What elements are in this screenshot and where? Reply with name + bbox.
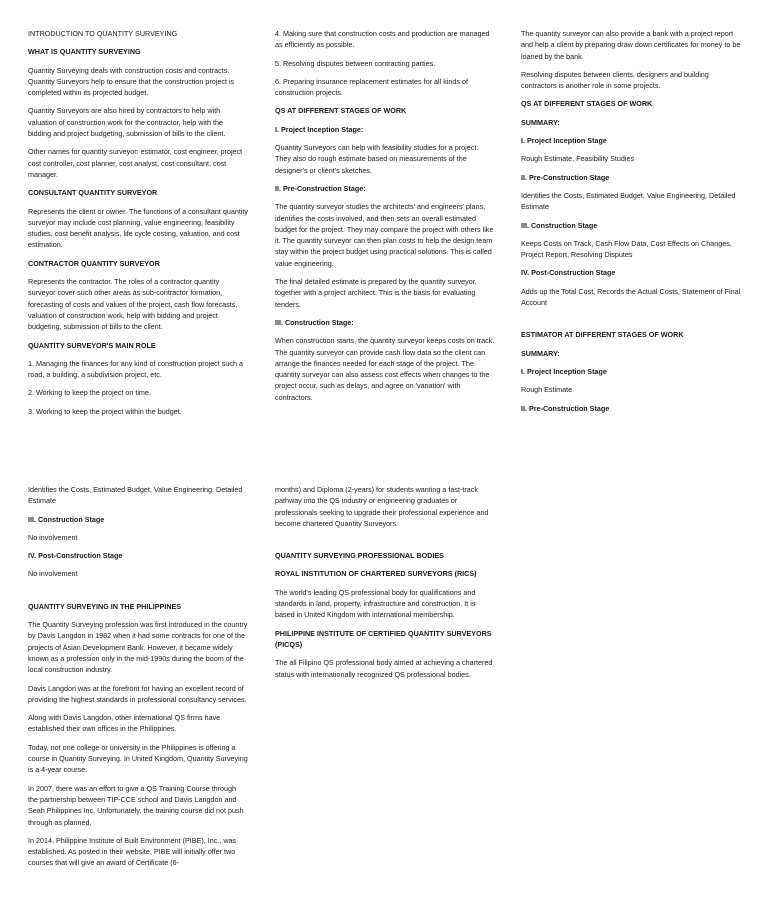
paragraph: The world's leading QS professional body for qualifications and standards in land, property, infrastructure and construction. It is based in United Kingdom with international membership. [275, 587, 476, 620]
heading-inception-stage: I. Project Inception Stage [521, 366, 607, 376]
document-title: INTRODUCTION TO QUANTITY SURVEYING [28, 29, 178, 38]
paragraph: Other names for quantity surveyor: estimator, cost engineer, project cost controller, cost planner, cost analyst, cost consultant, cost manager. [28, 147, 243, 179]
page1-column-3 [521, 28, 741, 421]
heading-estimator-stages: ESTIMATOR AT DIFFERENT STAGES OF WORK [521, 330, 684, 340]
paragraph: The final detailed estimate is prepared by the quantity surveyor, together with a project architect. This is the basis for evaluating tenders. [275, 277, 477, 309]
heading-what-is-qs: WHAT IS QUANTITY SURVEYING [28, 47, 141, 57]
heading-construction-stage: III. Construction Stage: [275, 317, 354, 327]
paragraph: Resolving disputes between clients, designers and building contractors is another role in some projects. [521, 69, 709, 91]
page1-column-1 [28, 28, 248, 424]
heading-contractor-qs: CONTRACTOR QUANTITY SURVEYOR [28, 258, 160, 268]
heading-construction-stage: III. Construction Stage [28, 514, 105, 524]
heading-picqs: PHILIPPINE INSTITUTE OF CERTIFIED QUANTITY SURVEYORS (PICQS) [275, 628, 492, 649]
heading-post-construction-stage: IV. Post-Construction Stage [28, 551, 123, 561]
spacer [521, 315, 741, 329]
heading-professional-bodies: QUANTITY SURVEYING PROFESSIONAL BODIES [275, 551, 444, 561]
list-item: 6. Preparing insurance replacement estimates for all kinds of construction projects. [275, 76, 468, 98]
list-item: 1. Managing the finances for any kind of construction project such a road, a building, a subdivision project, etc. [28, 358, 243, 380]
heading-post-construction-stage: IV. Post-Construction Stage [521, 268, 616, 278]
paragraph: Represents the contractor. The roles of a contractor quantity surveyor cover such other areas as sub-contractor formation, forecasting of costs and values of the project, cash flow forecasts, valuation of construction work, help with bidding and project budgeting, submission of bills to the client. [28, 277, 238, 332]
heading-inception-stage: I. Project Inception Stage [521, 136, 607, 146]
paragraph: Identifies the Costs, Estimated Budget, Value Engineering, Detailed Estimate [521, 190, 736, 212]
heading-inception-stage: I. Project Inception Stage: [275, 124, 364, 134]
paragraph: Along with Davis Langdon, other international QS firms have established their own offices in the Philippines. [28, 713, 221, 734]
paragraph: The Quantity Surveying profession was first introduced in the country by Davis Langdon in 1982 when it had some contracts for one of the projects of Asian Development Bank. However, it became widely known as a profession only in the mid-1990s during the boom of the local construction industry. [28, 620, 248, 675]
heading-summary: SUMMARY: [521, 117, 560, 127]
heading-qs-stages-summary: QS AT DIFFERENT STAGES OF WORK [521, 99, 653, 109]
paragraph: No involvement [28, 532, 78, 542]
heading-pre-construction-stage: II. Pre-Construction Stage: [275, 183, 366, 193]
paragraph: The quantity surveyor studies the architects' and engineers' plans, identifies the costs involved, and then sets an overall estimated budget for the project. They may compare the project with others like it. The quantity surveyor can then plan costs to help the design team stay within the project budget using practical solutions. This is called value engineering. [275, 202, 494, 268]
list-item: 2. Working to keep the project on time. [28, 388, 151, 398]
paragraph: Davis Langdon was at the forefront for having an excellent record of providing the highest standards in professional consultancy services. [28, 683, 247, 704]
paragraph: Rough Estimate [521, 385, 573, 395]
list-item: 4. Making sure that construction costs and production are managed as efficiently as possible. [275, 29, 490, 50]
page2-column-2 [275, 484, 495, 687]
heading-pre-construction-stage: II. Pre-Construction Stage [521, 403, 610, 413]
paragraph: The quantity surveyor can also provide a bank with a project report and help a client by preparing draw down certificates for money to be loaned by the bank. [521, 29, 741, 61]
paragraph: Rough Estimate, Feasibility Studies [521, 154, 635, 164]
heading-construction-stage: III. Construction Stage [521, 220, 598, 230]
page1-column-2 [275, 28, 495, 410]
heading-pre-construction-stage: II. Pre-Construction Stage [521, 172, 610, 182]
paragraph: The all Filipino QS professional body aimed at achieving a chartered status with internationally recognized QS professional bodies. [275, 658, 493, 679]
heading-summary: SUMMARY: [521, 348, 560, 358]
heading-qs-stages: QS AT DIFFERENT STAGES OF WORK [275, 106, 407, 116]
heading-main-role: QUANTITY SURVEYOR'S MAIN ROLE [28, 340, 156, 350]
list-item: 3. Working to keep the project within the budget. [28, 406, 182, 416]
paragraph: Represents the client or owner. The functions of a consultant quantity surveyor may include cost planning, value engineering, feasibility studies, cost benefit analysis, life cycle costing, valuation, and cost estimation. [28, 206, 249, 250]
paragraph: When construction starts, the quantity surveyor keeps costs on track. The quantity surveyor can provide cash flow data so the client can arrange the finances needed for each stage of the project. The quantity surveyor can also assess cost effects when changes to the project occur, such as delays, and agree on 'variation' with contractors. [275, 336, 495, 402]
paragraph: months) and Diploma (2-years) for students wanting a fast-track pathway into the QS industry or engineering graduates or professionals seeking to upgrade their professional experience and become chartered Quantity Surveyors. [275, 485, 489, 528]
paragraph: In 2007, there was an effort to give a QS Training Course through the partnership between TIP-CCE school and Davis Langdon and Seah Philippines Inc. Unfortunately, the training course did not push through as planned. [28, 783, 244, 827]
heading-rics: ROYAL INSTITUTION OF CHARTERED SURVEYORS (RICS) [275, 569, 477, 579]
paragraph: Quantity Surveyors are also hired by contractors to help with valuation of construction work for the contractor, help with the bidding and project budgeting, submission of bills to the client. [28, 106, 226, 139]
paragraph: Today, not one college or university in the Philippines is offering a course in Quantity Surveying. In United Kingdom, Quantity Surveying is a 4-year course. [28, 742, 248, 775]
paragraph: In 2014, Philippine Institute of Built Environment (PIBE), Inc., was established. As posted in their website, PIBE will initially offer two courses that will give an award of Certificate (6- [28, 835, 237, 868]
paragraph: Quantity Surveyors can help with feasibility studies for a project. They also do rough estimate based on measurements of the designer's or client's sketches. [275, 143, 479, 175]
paragraph: Keeps Costs on Track, Cash Flow Data, Cost Effects on Changes, Project Report, Resolving Disputes [521, 238, 732, 260]
paragraph: No involvement [28, 569, 78, 579]
heading-qs-philippines: QUANTITY SURVEYING IN THE PHILIPPINES [28, 601, 182, 611]
list-item: 5. Resolving disputes between contracting parties. [275, 58, 436, 68]
paragraph: Adds up the Total Cost, Records the Actual Costs, Statement of Final Account [521, 286, 741, 308]
paragraph: Quantity Surveying deals with construction costs and contracts. Quantity Surveyors help to ensure that the construction project is completed within its projected budget. [28, 65, 235, 98]
heading-consultant-qs: CONSULTANT QUANTITY SURVEYOR [28, 188, 158, 198]
paragraph: Identifies the Costs, Estimated Budget, Value Engineering, Detailed Estimate [28, 485, 243, 506]
page2-column-1 [28, 484, 248, 876]
spacer [28, 587, 248, 601]
spacer [275, 536, 495, 550]
